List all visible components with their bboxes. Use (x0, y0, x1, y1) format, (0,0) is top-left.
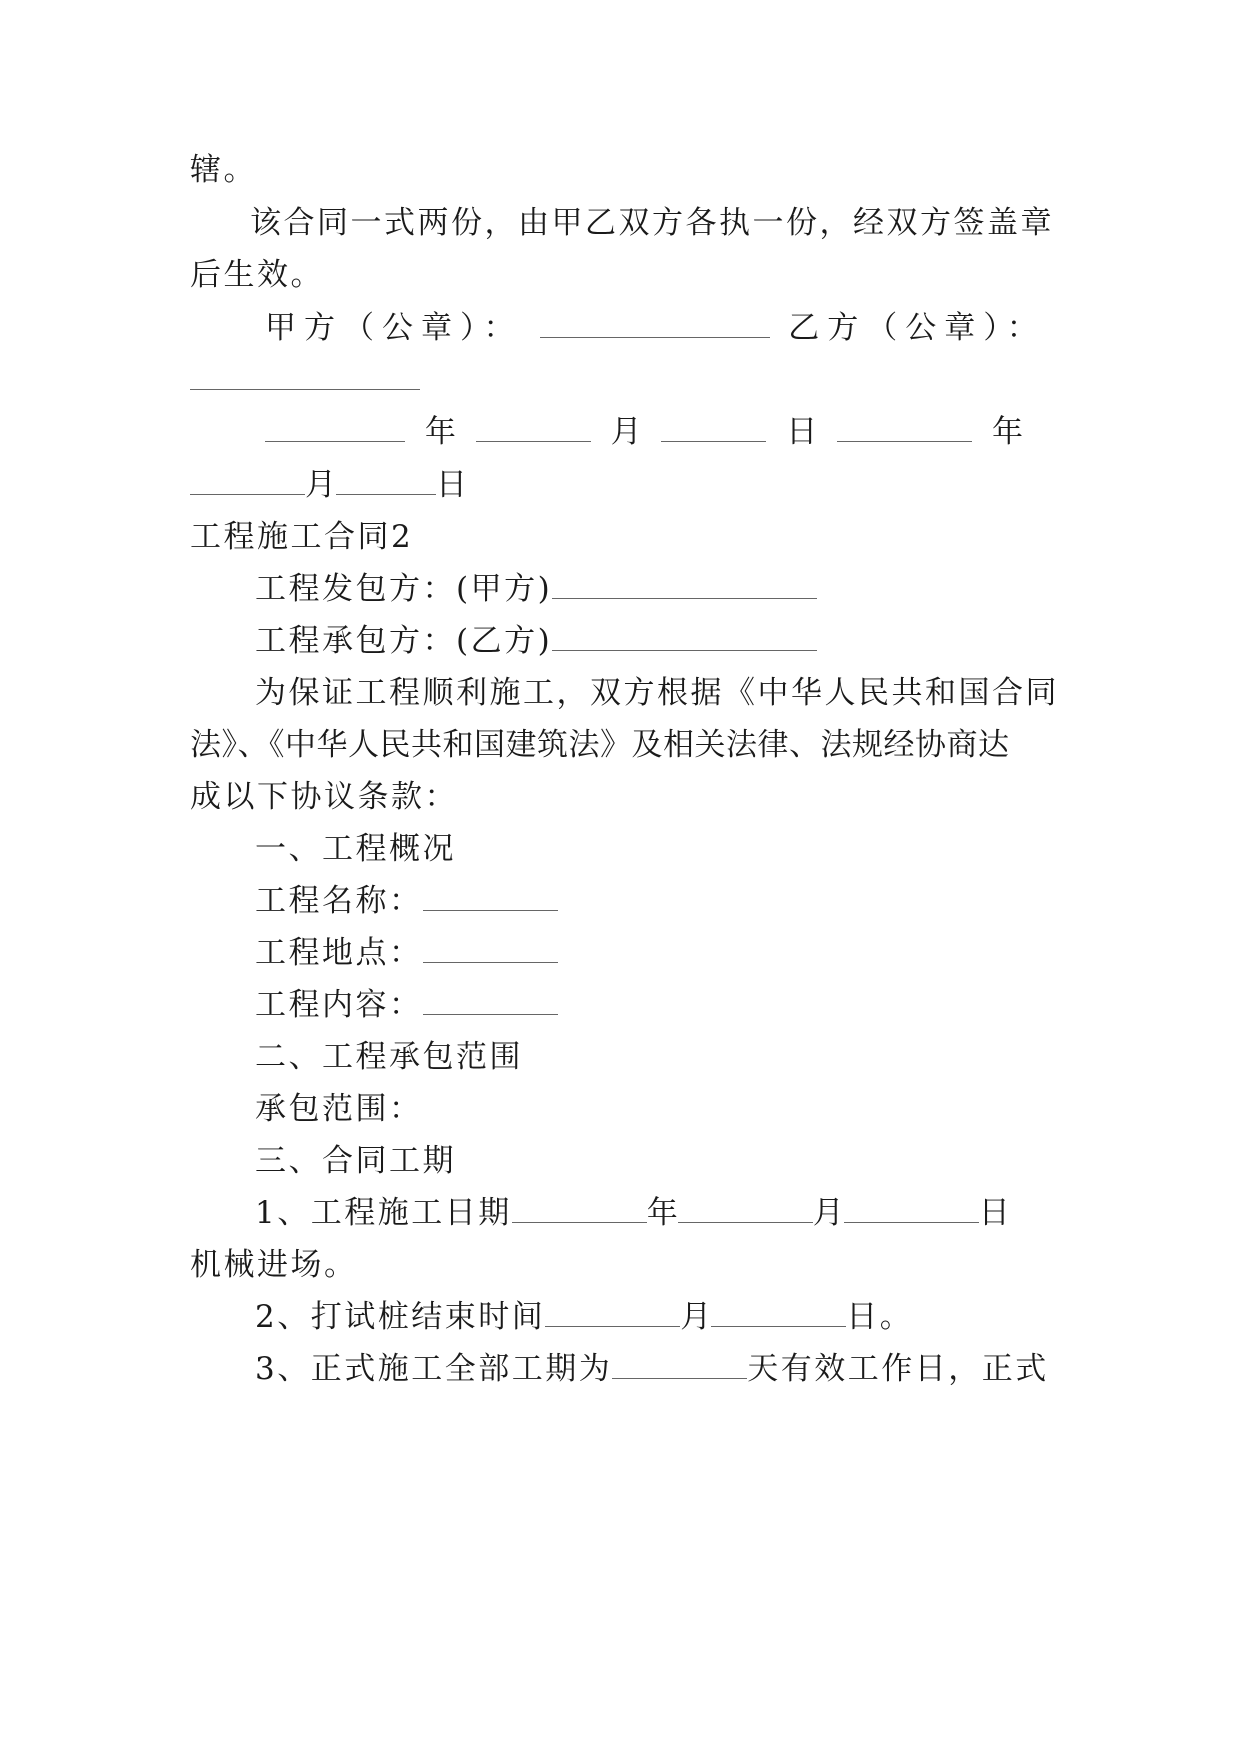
party-a-seal-label: 甲方（公章）： (265, 310, 523, 346)
contractor-label: 工程承包方：(乙方) (255, 623, 553, 659)
project-name-label: 工程名称： (255, 883, 423, 919)
item-3-days-blank[interactable] (612, 1352, 747, 1379)
month-label: 月 (610, 414, 642, 450)
seal-line-cont (190, 360, 1050, 400)
section-title: 工程施工合同2 (190, 519, 414, 555)
employer-label: 工程发包方：(甲方) (255, 571, 553, 607)
section-heading: 三、合同工期 (255, 1143, 456, 1179)
scope-label: 承包范围： (255, 1091, 423, 1127)
project-content-blank[interactable] (423, 988, 558, 1015)
paragraph-copies: 该合同一式两份，由甲乙双方各执一份，经双方签盖章 (250, 205, 1054, 241)
day-label: 日 (978, 1195, 1010, 1231)
paragraph-basis: 成以下协议条款： (190, 779, 458, 815)
year-label: 年 (992, 414, 1024, 450)
item-3-label: 3、正式施工全部工期为 (255, 1351, 613, 1387)
item-1-year-blank[interactable] (512, 1196, 647, 1223)
year-label: 年 (646, 1195, 678, 1231)
seal-line (265, 308, 1050, 348)
section-heading: 二、工程承包范围 (255, 1039, 523, 1075)
item-3-line (255, 1349, 1050, 1389)
month-blank-a[interactable] (476, 415, 591, 442)
item-1-month-blank[interactable] (678, 1196, 813, 1223)
item-2-day-blank[interactable] (711, 1300, 846, 1327)
item-2-end: 日。 (846, 1299, 914, 1335)
item-2-month-blank[interactable] (545, 1300, 680, 1327)
item-2-label: 2、打试桩结束时间 (255, 1299, 546, 1335)
project-site-line (255, 933, 1115, 973)
contractor-line (255, 621, 1115, 661)
day-blank-b[interactable] (336, 468, 436, 495)
project-name-line (255, 881, 1115, 921)
month-label: 月 (812, 1195, 844, 1231)
project-content-line (255, 985, 1115, 1025)
day-blank-a[interactable] (661, 415, 766, 442)
section-heading: 一、工程概况 (255, 831, 456, 867)
month-blank-b[interactable] (190, 468, 305, 495)
date-line (265, 412, 1050, 452)
party-a-seal-blank[interactable] (540, 311, 770, 338)
contractor-blank[interactable] (552, 624, 817, 651)
employer-line (255, 569, 1115, 609)
year-label: 年 (424, 414, 456, 450)
item-3-end: 天有效工作日，正式 (747, 1351, 1049, 1387)
item-1-day-blank[interactable] (844, 1196, 979, 1223)
project-content-label: 工程内容： (255, 987, 423, 1023)
item-1-label: 1、工程施工日期 (255, 1195, 512, 1231)
day-label: 日 (786, 414, 818, 450)
day-label: 日 (436, 467, 467, 503)
project-site-label: 工程地点： (255, 935, 423, 971)
project-site-blank[interactable] (423, 936, 558, 963)
party-b-seal-blank[interactable] (190, 363, 420, 390)
text-line: 后生效。 (190, 257, 324, 293)
paragraph-basis: 为保证工程顺利施工，双方根据《中华人民共和国合同 (255, 675, 1059, 711)
item-1-cont: 机械进场。 (190, 1247, 358, 1283)
month-label: 月 (305, 467, 336, 503)
month-label: 月 (680, 1299, 712, 1335)
item-2-line (255, 1297, 1115, 1337)
year-blank-a[interactable] (265, 415, 405, 442)
employer-blank[interactable] (552, 572, 817, 599)
text-line: 辖。 (190, 152, 257, 188)
year-blank-b[interactable] (837, 415, 972, 442)
date-line-cont (190, 465, 1050, 505)
party-b-seal-label: 乙方（公章）： (788, 310, 1046, 346)
project-name-blank[interactable] (423, 884, 558, 911)
item-1-line (255, 1193, 1050, 1233)
paragraph-basis: 法》、《中华人民共和国建筑法》及相关法律、法规经协商达 (190, 727, 1010, 763)
